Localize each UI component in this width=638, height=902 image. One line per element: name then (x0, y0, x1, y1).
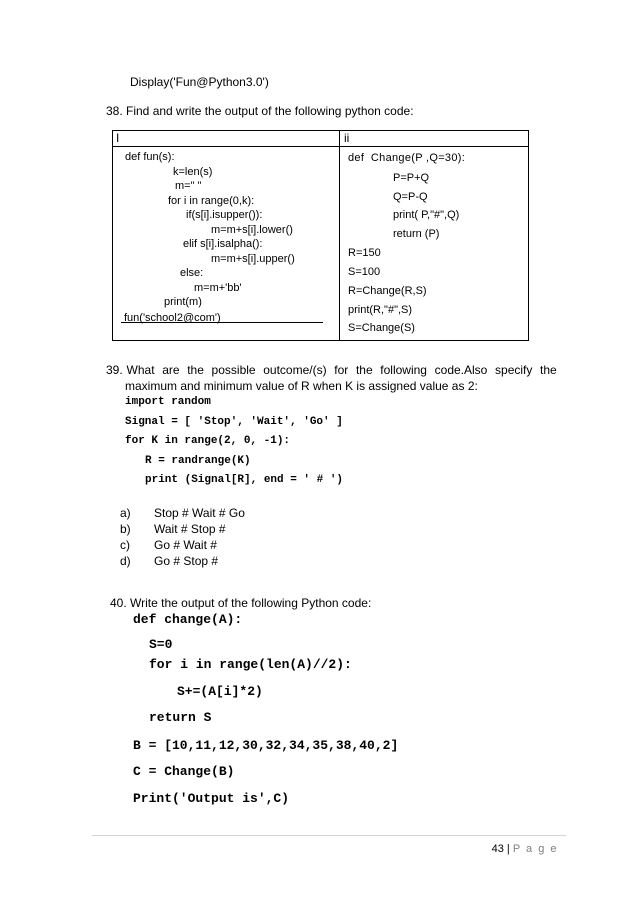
q38-code-line: else: (180, 267, 204, 279)
q38-code-line: m=m+s[i].lower() (211, 224, 293, 236)
q39-question: 39. What are the possible outcome/(s) for the following code.Also specify the (106, 363, 557, 377)
page-word: P a g e (512, 843, 558, 855)
option-label: c) (120, 538, 130, 552)
q38-code-line: k=len(s) (173, 166, 213, 178)
q38-code-line: S=100 (348, 266, 381, 278)
display-line: Display('Fun@Python3.0') (130, 75, 269, 89)
q38-code-line: S=Change(S) (348, 322, 415, 334)
q38-code-line: def fun(s): (125, 151, 175, 163)
option-label: a) (120, 506, 131, 520)
q40-question: 40. Write the output of the following Python code: (110, 596, 372, 610)
q39-code-line: Signal = [ 'Stop', 'Wait', 'Go' ] (125, 416, 343, 428)
option-text: Stop # Wait # Go (154, 506, 245, 520)
q39-question-cont: maximum and minimum value of R when K is assigned value as 2: (125, 379, 478, 393)
q38-code-line: print( P,"#",Q) (393, 209, 460, 221)
q38-code-line: def Change(P ,Q=30): (348, 152, 466, 164)
q40-code-line: return S (149, 710, 212, 725)
q40-code-line: C = Change(B) (133, 764, 235, 779)
option-text: Go # Stop # (154, 554, 219, 568)
q39-code-line: R = randrange(K) (145, 455, 251, 467)
q38-code-line: R=150 (348, 247, 381, 259)
q38-code-line: print(m) (164, 296, 202, 308)
footer-separator: | (503, 843, 513, 855)
option-text: Wait # Stop # (154, 522, 226, 536)
footer-divider (92, 835, 566, 836)
page-footer (492, 843, 558, 855)
q38-code-line: m=m+'bb' (194, 282, 242, 294)
q40-code-line: for i in range(len(A)//2): (149, 657, 352, 672)
q38-code-line: return (P) (393, 228, 440, 240)
q38-code-line: Q=P-Q (393, 191, 428, 203)
q40-code-line: S=0 (149, 637, 173, 652)
option-label: d) (120, 554, 131, 568)
q38-code-line: m=m+s[i].upper() (211, 253, 295, 265)
q38-code-line: if(s[i].isupper()): (186, 209, 263, 221)
q38-code-line: P=P+Q (393, 172, 430, 184)
q40-code-line: def change(A): (133, 612, 243, 627)
q38-code-line: fun('school2@com') (124, 312, 221, 324)
q38-code-line: for i in range(0,k): (168, 195, 255, 207)
q40-code-line: S+=(A[i]*2) (177, 684, 263, 699)
q38-code-line: print(R,"#",S) (348, 304, 413, 316)
q38-col2-header: ii (344, 131, 350, 145)
q38-code-line: R=Change(R,S) (348, 285, 427, 297)
q40-code-line: B = [10,11,12,30,32,34,35,38,40,2] (133, 738, 399, 753)
page-number: 43 (491, 843, 504, 855)
q38-col1-header: I (116, 131, 120, 145)
q40-code-line: Print('Output is',C) (133, 791, 290, 806)
option-text: Go # Wait # (154, 538, 217, 552)
q38-question: 38. Find and write the output of the following python code: (106, 104, 414, 118)
option-label: b) (120, 522, 131, 536)
q39-code-line: print (Signal[R], end = ' # ') (145, 474, 344, 486)
q39-code-line: import random (125, 396, 211, 408)
q38-code-line: elif s[i].isalpha(): (183, 238, 263, 250)
q39-code-line: for K in range(2, 0, -1): (125, 435, 291, 447)
q38-code-line: m=" " (175, 180, 202, 192)
